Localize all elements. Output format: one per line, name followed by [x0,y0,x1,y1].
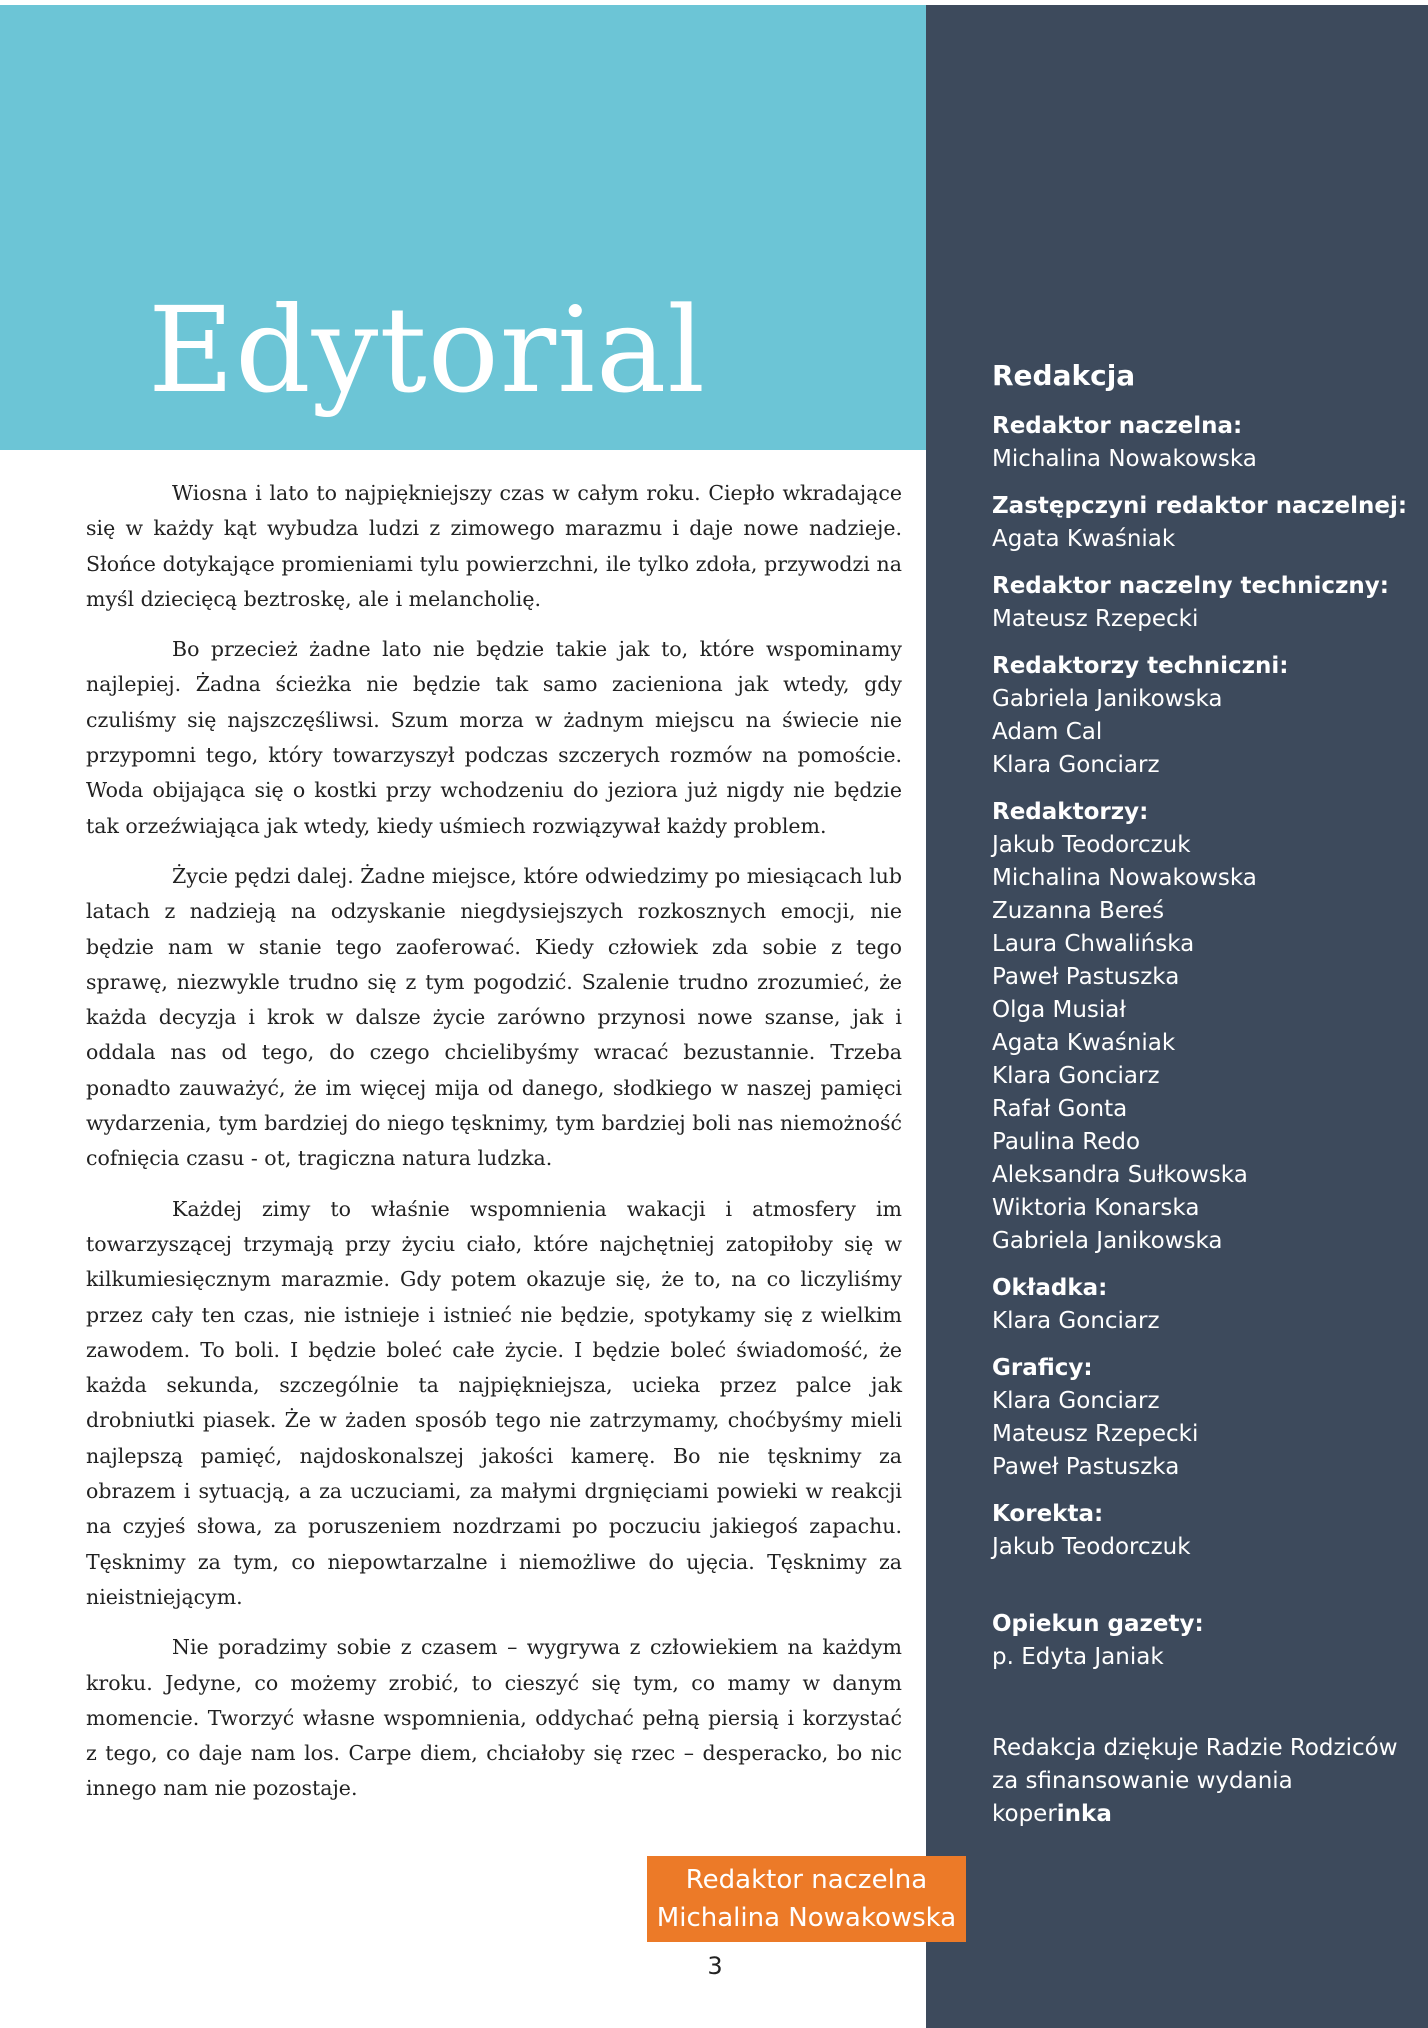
staff-name: Jakub Teodorczuk [992,832,1191,858]
staff-name: Agata Kwaśniak [992,1030,1176,1056]
staff-name: Olga Musiał [992,997,1126,1023]
staff-role: Redaktorzy techniczni: [992,653,1289,679]
sidebar-heading: Redakcja [992,359,1136,392]
staff-role: Redaktor naczelna: [992,413,1243,439]
article-paragraph: Bo przecież żadne lato nie będzie takie jak to, które wspominamy najlepiej. Żadna ścieżka nie będzie tak samo zacieniona jak wtedy, gdy czuliśmy się najszczęśliwsi. Szum morza w żadnym miejscu na świecie nie przypomni tego, który towarzyszył podczas szczerych rozmów na pomoście. Woda obijająca się o kostki przy wchodzeniu do jeziora już nigdy nie będzie tak orzeźwiająca jak wtedy, kiedy uśmiech rozwiązywał każdy problem. [86,637,902,838]
staff-name: Michalina Nowakowska [992,446,1257,472]
staff-list [992,358,1412,1831]
page-title: Edytorial [148,281,707,419]
article-paragraph: Każdej zimy to właśnie wspomnienia wakacji i atmosfery im towarzyszącej trzymają przy życiu ciało, które najchętniej zatopiłoby się w kilkumiesięcznym marazmie. Gdy potem okazuje się, że to, na co liczyliśmy przez cały ten czas, nie istnieje i istnieć nie będzie, spotykamy się z wielkim zawodem. To boli. I będzie boleć całe życie. I będzie boleć świadomość, że każda sekunda, szczególnie ta najpiękniejsza, ucieka przez palce jak drobniutki piasek. Że w żaden sposób tego nie zatrzymamy, choćbyśmy mieli najlepszą pamięć, najdoskonalszej jakości kamerę. Bo nie tęsknimy za obrazem i sytuacją, a za uczuciami, za małymi drgnięciami powieki w reakcji na czyjeś słowa, za poruszeniem nozdrzami po poczuciu jakiegoś zapachu. Tęsknimy za tym, co niepowtarzalne i niemożliwe do ujęcia. Tęsknimy za nieistniejącym. [86,1196,902,1609]
staff-name: Gabriela Janikowska [992,1228,1223,1254]
signature-role: Redaktor naczelna [685,1865,928,1895]
signature-name: Michalina Nowakowska [656,1903,957,1933]
article-paragraph: Życie pędzi dalej. Żadne miejsce, które odwiedzimy po miesiącach lub latach z nadzieją na odzyskanie niegdysiejszych rozkosznych emocji, nie będzie nam w stanie tego zaoferować. Kiedy człowiek zda sobie z tego sprawę, niezwykle trudno się z tym pogodzić. Szalenie trudno zrozumieć, że każda decyzja i krok w dalsze życie zarówno przynosi nowe szanse, jak i oddala nas od tego, do czego chcielibyśmy wracać bezustannie. Trzeba ponadto zauważyć, że im więcej mija od danego, słodkiego w naszej pamięci wydarzenia, tym bardziej do niego tęsknimy, tym bardziej boli nas niemożność cofnięcia czasu - ot, tragiczna natura ludzka. [86,863,902,1171]
staff-name: Aleksandra Sułkowska [992,1162,1248,1188]
staff-role: Redaktor naczelny techniczny: [992,573,1389,599]
staff-group [992,570,1412,636]
staff-name: Laura Chwalińska [992,931,1195,957]
staff-group [992,1498,1412,1564]
staff-name: Agata Kwaśniak [992,526,1176,552]
thanks-text: za sfinansowanie wydania koper [992,1768,1293,1827]
editorial-staff-sidebar [926,5,1428,2028]
staff-name: Klara Gonciarz [992,752,1160,778]
staff-name: Klara Gonciarz [992,1308,1160,1334]
staff-role: Zastępczyni redaktor naczelnej: [992,493,1408,519]
staff-group [992,796,1412,1258]
staff-group [992,650,1412,782]
staff-name: Rafał Gonta [992,1096,1128,1122]
staff-group [992,1272,1412,1338]
staff-role: Graficy: [992,1355,1093,1381]
staff-name: Jakub Teodorczuk [992,1534,1191,1560]
staff-name: Mateusz Rzepecki [992,606,1199,632]
article-paragraph: Wiosna i lato to najpiękniejszy czas w całym roku. Ciepło wkradające się w każdy kąt wybudza ludzi z zimowego marazmu i daje nowe nadzieje. Słońce dotykające promieniami tylu powierzchni, ile tylko zdoła, przywodzi na myśl dziecięcą beztroskę, ale i melancholię. [86,481,902,611]
staff-group [992,1608,1412,1674]
staff-name: Paweł Pastuszka [992,1454,1180,1480]
staff-name: Paweł Pastuszka [992,964,1180,990]
group-spacer [992,1578,1412,1608]
staff-name: Klara Gonciarz [992,1063,1160,1089]
staff-name: Zuzanna Bereś [992,898,1165,924]
staff-name: Michalina Nowakowska [992,865,1257,891]
staff-name: p. Edyta Janiak [992,1644,1164,1670]
staff-group [992,410,1412,476]
thanks-line [992,1765,1412,1831]
staff-role: Okładka: [992,1275,1108,1301]
staff-group [992,1352,1412,1484]
staff-name: Klara Gonciarz [992,1388,1160,1414]
staff-name: Paulina Redo [992,1129,1141,1155]
staff-name: Adam Cal [992,719,1103,745]
staff-groups [992,410,1412,1674]
signature-box [647,1856,966,1942]
staff-role: Opiekun gazety: [992,1611,1204,1637]
article-paragraph: Nie poradzimy sobie z czasem – wygrywa z człowiekiem na każdym kroku. Jedyne, co możemy zrobić, to cieszyć się tym, co mamy w danym momencie. Tworzyć własne wspomnienia, oddychać pełną piersią i korzystać z tego, co daje nam los. Carpe diem, chciałoby się rzec – desperacko, bo nic innego nam nie pozostaje. [86,1635,902,1801]
brand-suffix: inka [1056,1801,1112,1827]
staff-role: Redaktorzy: [992,799,1149,825]
staff-name: Gabriela Janikowska [992,686,1223,712]
staff-role: Korekta: [992,1501,1104,1527]
page-number: 3 [707,1952,723,1980]
staff-name: Mateusz Rzepecki [992,1421,1199,1447]
staff-group [992,490,1412,556]
header-banner [0,5,926,450]
thanks-note [992,1732,1412,1831]
editorial-article [86,476,902,1822]
thanks-line: Redakcja dziękuje Radzie Rodziców [992,1735,1398,1761]
staff-name: Wiktoria Konarska [992,1195,1200,1221]
